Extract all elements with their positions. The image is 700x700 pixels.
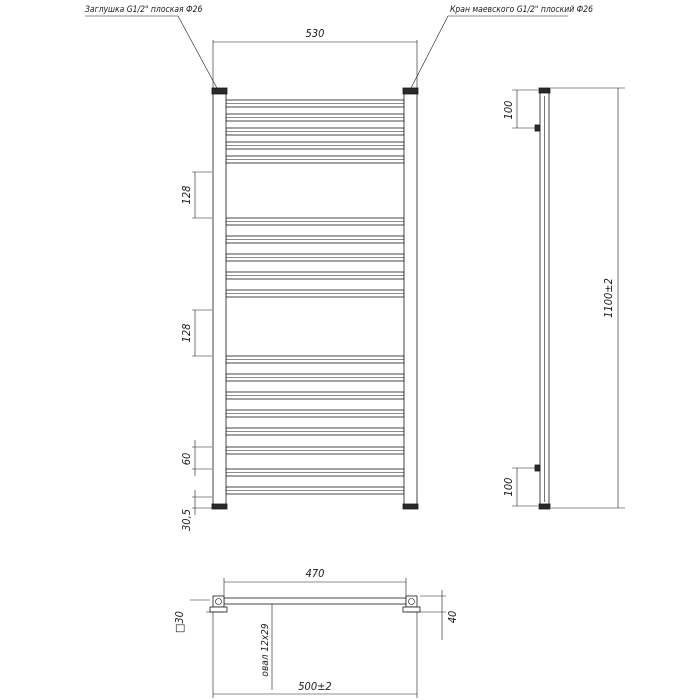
upper-gap-dimension	[180, 172, 212, 218]
side-bottom-dimension	[502, 468, 538, 506]
left-callout-label: Заглушка G1/2" плоская Ф26	[85, 5, 203, 15]
width-dim-label: 530	[305, 27, 325, 40]
top-bracket	[535, 125, 540, 131]
upper-gap-label: 128	[180, 185, 193, 205]
center-distance-dimension	[224, 567, 406, 596]
top-right-bracket	[403, 607, 420, 612]
top-view	[173, 567, 459, 698]
rail-profile-callout	[260, 604, 272, 690]
left-top-plug	[212, 88, 227, 94]
tube-section-label: □30	[173, 611, 186, 633]
front-view	[85, 5, 593, 531]
left-collector	[213, 92, 226, 506]
lower-gap-label: 128	[180, 323, 193, 343]
left-callout	[85, 5, 218, 90]
bottom-offset-label: 30,5	[180, 508, 193, 532]
right-collector	[404, 92, 417, 506]
top-rail	[224, 598, 406, 604]
overall-width-dimension	[213, 612, 417, 698]
side-top-dimension	[502, 90, 538, 128]
center-distance-label: 470	[305, 567, 325, 580]
rail-profile-label: овал 12x29	[260, 623, 271, 677]
top-right-collector	[406, 596, 417, 607]
bottom-bracket	[535, 465, 540, 471]
right-callout	[410, 5, 593, 90]
overall-width-label: 500±2	[298, 680, 332, 693]
side-top-plug	[539, 88, 550, 93]
right-callout-label: Кран маевского G1/2" плоский Ф26	[450, 5, 593, 15]
height-dimension	[551, 88, 625, 508]
tube-section-callout	[173, 600, 210, 633]
bottom-offset-dimension	[180, 490, 212, 531]
right-bottom-plug	[403, 504, 418, 509]
side-view	[502, 88, 625, 509]
pitch-label: 60	[180, 452, 193, 466]
side-top-label: 100	[502, 100, 515, 120]
side-bottom-plug	[539, 504, 550, 509]
depth-label: 40	[446, 610, 459, 624]
pitch-dimension	[180, 440, 212, 476]
top-left-bracket	[210, 607, 227, 612]
height-label: 1100±2	[602, 278, 615, 318]
depth-dimension	[420, 590, 459, 640]
top-left-collector	[213, 596, 224, 607]
side-bottom-label: 100	[502, 477, 515, 497]
crossbars	[226, 100, 404, 494]
left-bottom-plug	[212, 504, 227, 509]
lower-gap-dimension	[180, 310, 212, 356]
width-dimension	[213, 27, 417, 88]
